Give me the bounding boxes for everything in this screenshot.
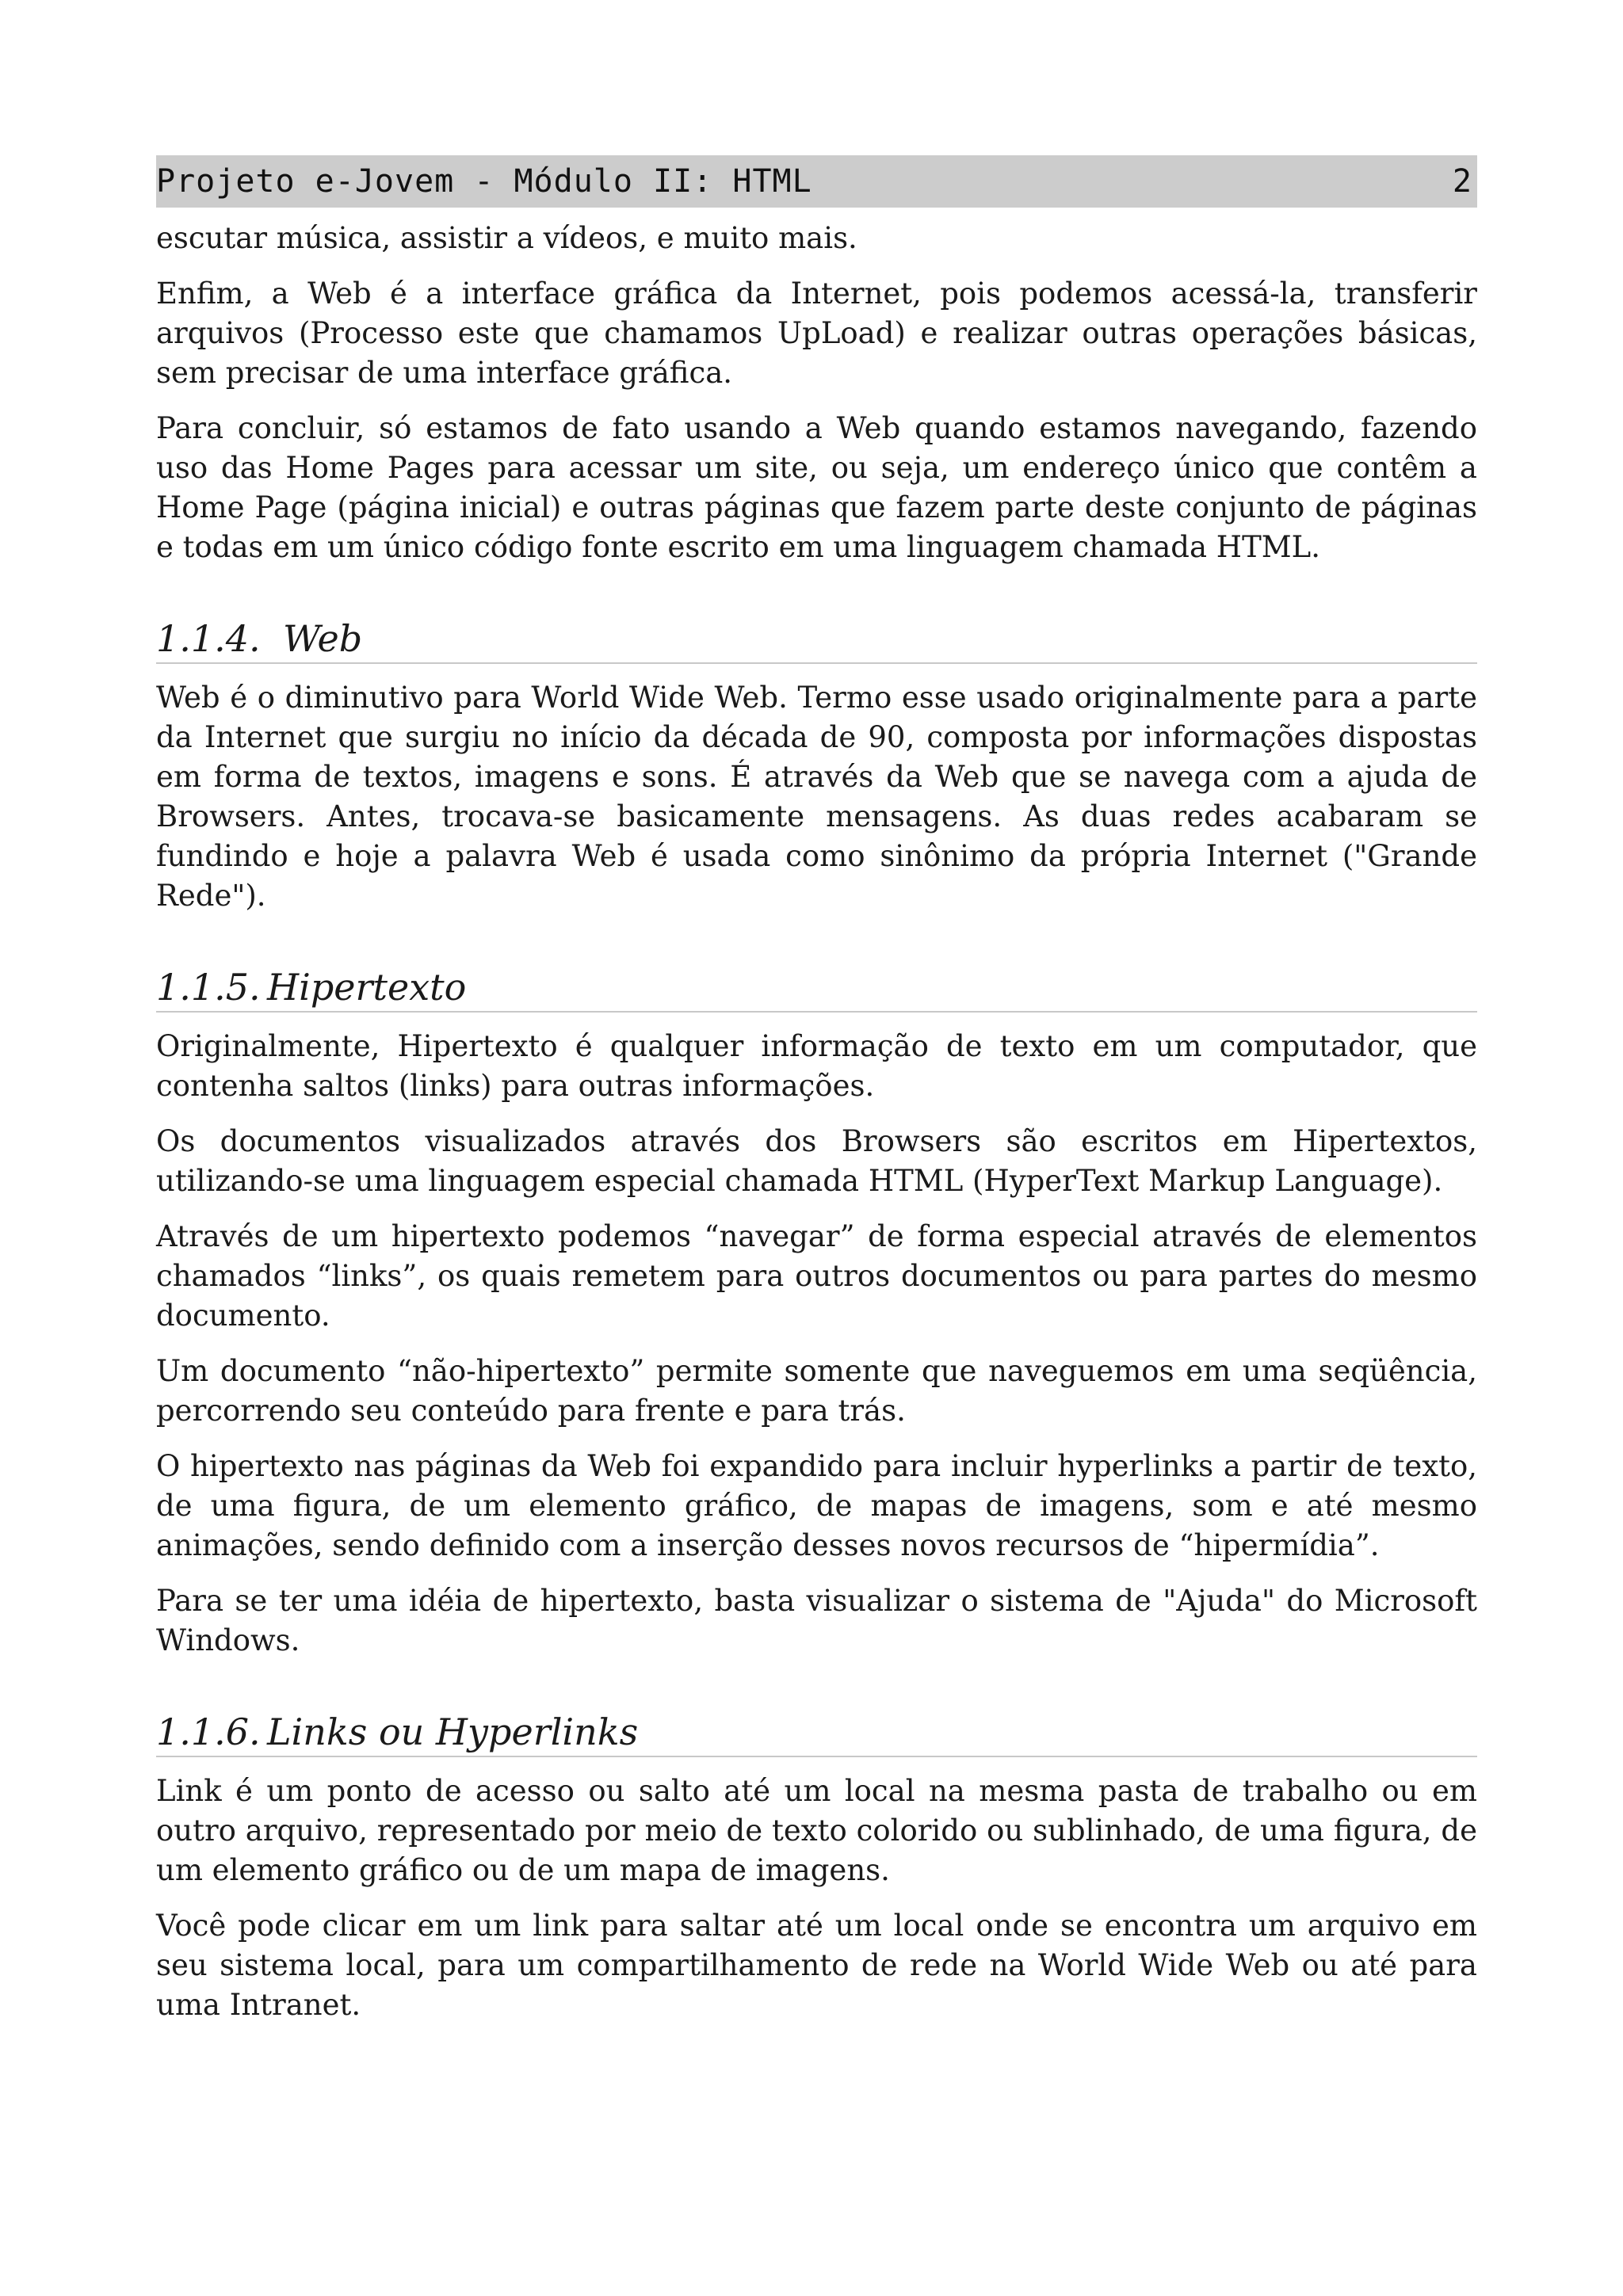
section-heading-links (156, 1710, 1477, 1757)
section-title: Links ou Hyperlinks (267, 1711, 639, 1753)
paragraph: Para se ter uma idéia de hipertexto, basta visualizar o sistema de "Ajuda" do Microsoft Windows. (156, 1584, 1477, 1657)
section-title: Hipertexto (267, 966, 467, 1009)
paragraph: O hipertexto nas páginas da Web foi expandido para incluir hyperlinks a partir de texto, de uma figura, de um elemento gráfico, de mapas de imagens, som e até mesmo animações, sendo definido com a inserção desses novos recursos de “hipermídia”. (156, 1449, 1477, 1562)
section-heading-hipertexto (156, 965, 1477, 1013)
paragraph: Um documento “não-hipertexto” permite somente que naveguemos em uma seqüência, percorrendo seu conteúdo para frente e para trás. (156, 1354, 1477, 1428)
paragraph: Através de um hipertexto podemos “navegar” de forma especial através de elementos chamados “links”, os quais remetem para outros documentos ou para partes do mesmo documento. (156, 1219, 1477, 1333)
paragraph: Originalmente, Hipertexto é qualquer informação de texto em um computador, que contenha saltos (links) para outras informações. (156, 1029, 1477, 1103)
paragraph: Para concluir, só estamos de fato usando a Web quando estamos navegando, fazendo uso das Home Pages para acessar um site, ou seja, um endereço único que contêm a Home Page (página inicial) e outras páginas que fazem parte deste conjunto de páginas e todas em um único código fonte escrito em uma linguagem chamada HTML. (156, 411, 1477, 564)
paragraph: Web é o diminutivo para World Wide Web. Termo esse usado originalmente para a parte da Internet que surgiu no início da década de 90, composta por informações dispostas em forma de textos, imagens e sons. É através da Web que se navega com a ajuda de Browsers. Antes, trocava-se basicamente mensagens. As duas redes acabaram se fundindo e hoje a palavra Web é usada como sinônimo da própria Internet ("Grande Rede"). (156, 681, 1477, 913)
section-number: 1.1.6. (156, 1711, 261, 1753)
document-page (156, 155, 1477, 2041)
document-body (156, 219, 1477, 2025)
section-title: Web (283, 617, 363, 660)
section-number: 1.1.5. (156, 966, 261, 1009)
paragraph: Você pode clicar em um link para saltar até um local onde se encontra um arquivo em seu sistema local, para um compartilhamento de rede na World Wide Web ou até para uma Intranet. (156, 1909, 1477, 2022)
header-title: Projeto e-Jovem - Módulo II: HTML (156, 163, 812, 200)
paragraph: Os documentos visualizados através dos Browsers são escritos em Hipertextos, utilizando-se uma linguagem especial chamada HTML (HyperText Markup Language). (156, 1124, 1477, 1198)
page-number: 2 (1452, 163, 1472, 200)
running-header (156, 155, 1477, 208)
paragraph: escutar música, assistir a vídeos, e muito mais. (156, 221, 857, 255)
paragraph: Link é um ponto de acesso ou salto até um local na mesma pasta de trabalho ou em outro arquivo, representado por meio de texto colorido ou sublinhado, de uma figura, de um elemento gráfico ou de um mapa de imagens. (156, 1774, 1477, 1887)
section-number: 1.1.4. (156, 617, 261, 660)
paragraph: Enfim, a Web é a interface gráfica da Internet, pois podemos acessá-la, transferir arquivos (Processo este que chamamos UpLoad) e realizar outras operações básicas, sem precisar de uma interface gráfica. (156, 277, 1477, 390)
section-heading-web (156, 616, 1477, 664)
